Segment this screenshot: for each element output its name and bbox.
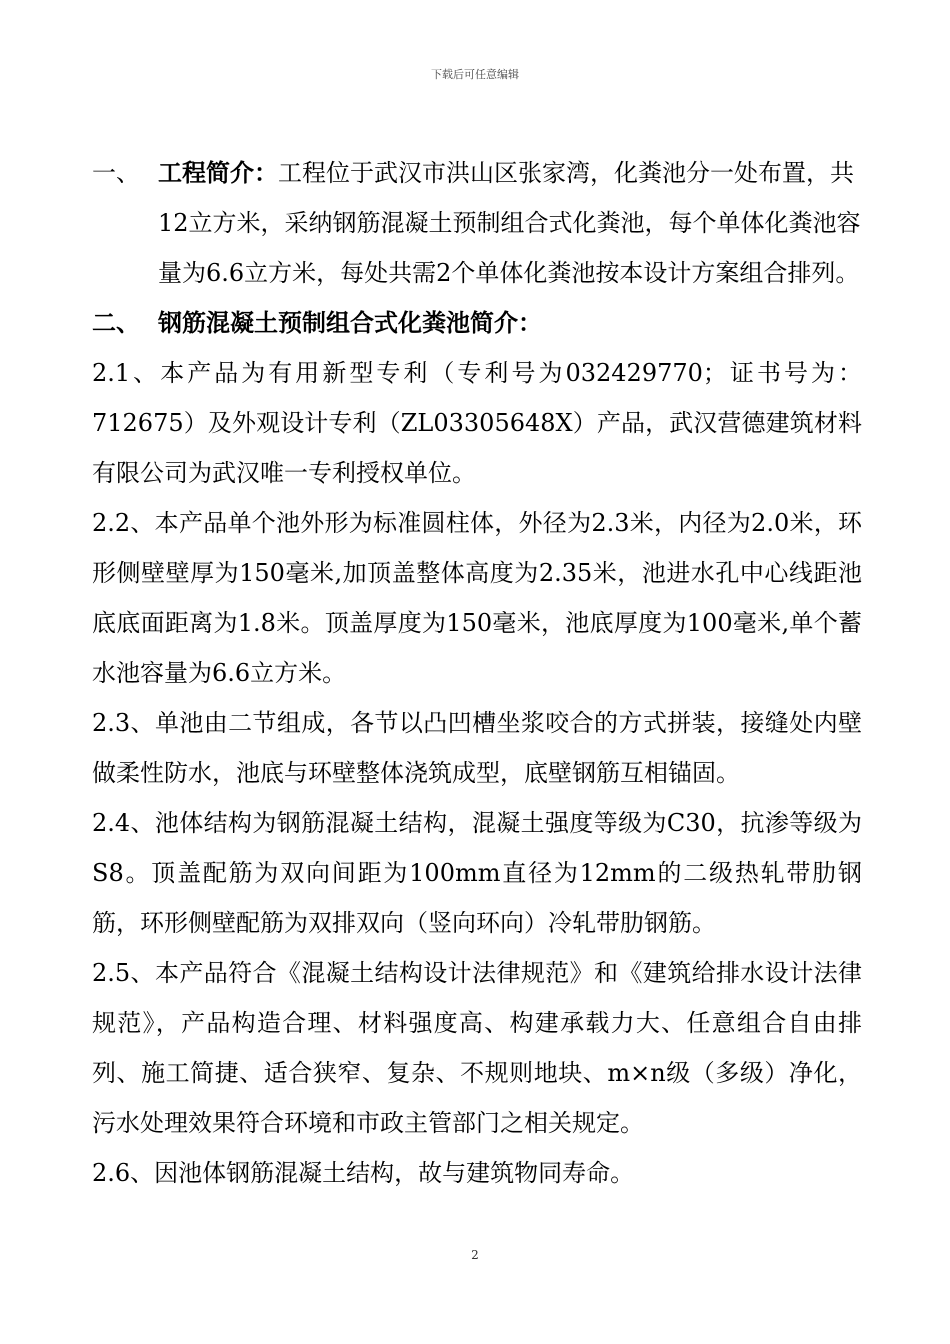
section-1-number: 一、 [92,159,140,187]
page-number: 2 [471,1248,479,1262]
section-1-title: 工程简介： [158,158,278,187]
document-body [92,148,862,1198]
paragraph-2-3: 2.3、单池由二节组成，各节以凸凹槽坐浆咬合的方式拼装，接缝处内壁做柔性防水，池底与环壁整体浇筑成型，底壁钢筋互相锚固。 [92,709,862,787]
section-1-body: 工程位于武汉市洪山区张家湾，化粪池分一处布置，共12立方米，采纳钢筋混凝土预制组合式化粪池，每个单体化粪池容量为6.6立方米，每处共需2个单体化粪池按本设计方案组合排列。 [158,159,861,287]
section-2-number: 二、 [92,308,140,337]
paragraph-2-5: 2.5、本产品符合《混凝土结构设计法律规范》和《建筑给排水设计法律规范》，产品构造合理、材料强度高、构建承载力大、任意组合自由排列、施工简捷、适合狭窄、复杂、不规则地块、m×n级（多级）净化，污水处理效果符合环境和市政主管部门之相关规定。 [92,959,862,1137]
section-1-text [158,148,862,298]
paragraph-2-2: 2.2、本产品单个池外形为标准圆柱体，外径为2.3米，内径为2.0米，环形侧壁壁厚为150毫米,加顶盖整体高度为2.35米，池进水孔中心线距池底底面距离为1.8米。顶盖厚度为150毫米，池底厚度为100毫米,单个蓄水池容量为6.6立方米。 [92,509,862,687]
paragraph-2-1: 2.1、本产品为有用新型专利（专利号为032429770；证书号为：712675）及外观设计专利（ZL03305648X）产品，武汉营德建筑材料有限公司为武汉唯一专利授权单位。 [92,359,862,487]
section-1 [92,148,862,298]
paragraph-2-4: 2.4、池体结构为钢筋混凝土结构，混凝土强度等级为C30，抗渗等级为S8。顶盖配筋为双向间距为100mm直径为12mm的二级热轧带肋钢筋，环形侧壁配筋为双排双向（竖向环向）冷轧带肋钢筋。 [92,809,862,937]
page-header: 下载后可任意编辑 [431,68,519,81]
paragraph-2-6: 2.6、因池体钢筋混凝土结构，故与建筑物同寿命。 [92,1159,635,1187]
section-2 [92,298,862,348]
section-2-title: 钢筋混凝土预制组合式化粪池简介： [158,308,542,337]
